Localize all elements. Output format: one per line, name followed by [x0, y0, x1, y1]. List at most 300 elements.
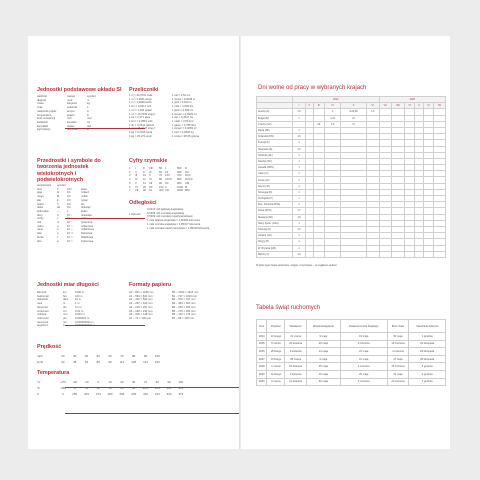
- length-unit-cell: mikrometr: [37, 316, 49, 320]
- speed-cell: 30: [73, 354, 77, 358]
- holiday-days: 1,7: [293, 208, 306, 214]
- prefix-cell: —: [57, 209, 60, 213]
- movable-header: I Niedziela Adwentu: [409, 320, 446, 333]
- paper-format: B1 – 707 × 1000 mm: [172, 294, 198, 298]
- conversion-line: 1 kg = 2,2046 funta: [129, 131, 153, 135]
- roman-cell: 5: [129, 181, 131, 185]
- holiday-days: 1,6: [293, 226, 306, 232]
- roman-cell: I: [135, 167, 136, 170]
- country-name: Niemcy (D): [257, 183, 293, 189]
- movable-cell: 21 kwietnia: [285, 378, 307, 386]
- movable-cell: 4 czerwca: [387, 348, 409, 356]
- speed-cell: 50: [96, 354, 100, 358]
- movable-cell: 2026: [257, 348, 267, 356]
- month-header: V: [341, 103, 366, 109]
- movable-cell: 19 maja: [340, 333, 387, 341]
- prefix-cell: tera: [37, 187, 42, 191]
- holiday-days: 9,20,28: [341, 109, 366, 115]
- conversion-line: 1 m = 1,0936 jarda: [129, 101, 152, 105]
- paper-format: A4 – 210 × 297 mm: [129, 305, 153, 309]
- temperature-cell: 273: [95, 392, 101, 396]
- roman-cell: 600: [177, 170, 182, 174]
- country-name: Kanada (CDN): [257, 165, 293, 171]
- holiday-days: 1: [293, 165, 306, 171]
- year-a-header: 2024: [293, 97, 380, 103]
- movable-cell: 2028: [257, 363, 267, 371]
- country-name: Portugalia (P): [257, 196, 293, 202]
- holiday-days: [434, 251, 446, 257]
- movable-cell: 20 kwietnia: [285, 340, 307, 348]
- si-unit-cell: kelwin: [67, 113, 75, 117]
- length-unit-cell: 100 m: [75, 294, 83, 298]
- roman-title: Cyfry rzymskie: [129, 158, 168, 164]
- movable-holidays-title: Tabela świąt ruchomych: [256, 305, 321, 311]
- movable-cell: 2024: [257, 333, 267, 341]
- roman-cell: 4: [129, 178, 131, 182]
- holiday-days: [415, 251, 423, 257]
- holiday-days: 1,6: [366, 109, 379, 115]
- country-name: Szwecja (S): [257, 226, 293, 232]
- movable-header: Wielkanoc: [285, 320, 307, 333]
- movable-cell: 2025: [257, 340, 267, 348]
- temperature-cell: 310: [143, 392, 148, 396]
- holiday-days: 17: [341, 121, 366, 127]
- conversion-line: 1 litr = 0,2642 galona: [129, 123, 155, 127]
- si-unit-row: [37, 128, 99, 132]
- conversion-line: 1 kg = 35,274 uncji: [129, 134, 152, 138]
- prefix-cell: femto: [37, 235, 44, 239]
- temperature-cell: 283: [107, 392, 113, 396]
- prefix-cell: μ: [57, 224, 59, 228]
- prefix-header-cell: symbol: [57, 184, 66, 187]
- holiday-days: 1: [293, 127, 306, 133]
- length-unit-cell: milimetr: [37, 313, 47, 317]
- roman-cell: 6: [129, 185, 131, 189]
- paper-format: A6 – 105 × 148 mm: [129, 313, 153, 317]
- roman-cell: L: [165, 167, 167, 170]
- prefix-cell: G: [57, 191, 60, 195]
- length-unit-cell: 0,000001 m: [75, 316, 90, 320]
- prefix-cell: 10⁻¹⁵: [67, 235, 74, 239]
- length-unit-cell: dm: [63, 305, 67, 309]
- prefix-cell: h: [57, 202, 59, 206]
- country-name: Litwa (LT): [257, 171, 293, 177]
- length-unit-cell: 0,1 m: [75, 305, 82, 309]
- distances-title: Odległości: [129, 200, 157, 206]
- prefix-cell: m: [57, 221, 60, 225]
- conversion-line: 1 km = 0,6217 mili: [129, 105, 151, 109]
- movable-cell: 15 czerwca: [387, 363, 409, 371]
- country-name: Łotwa (LV): [257, 177, 293, 183]
- length-unit-cell: cm: [63, 309, 67, 313]
- conversion-line: 1 ha = 2,471 akra: [129, 116, 150, 120]
- roman-cell: 900: [177, 181, 182, 185]
- prefix-cell: T: [57, 187, 59, 191]
- conversions-metric-list: [129, 94, 155, 138]
- speed-cell: mph: [37, 354, 43, 358]
- movable-header: Rok: [257, 320, 267, 333]
- prefix-cell: 10⁻⁹: [67, 228, 73, 232]
- movable-cell: 14 maja: [306, 348, 340, 356]
- prefix-cell: 10⁻⁶: [67, 224, 73, 228]
- roman-cell: XII: [149, 181, 153, 185]
- movable-cell: 1 marca: [267, 363, 285, 371]
- roman-cell: X: [149, 174, 151, 178]
- roman-cell: VIII: [149, 167, 154, 170]
- movable-cell: 24 maja: [340, 348, 387, 356]
- holiday-days: 1: [324, 109, 340, 115]
- speed-cell: 80: [132, 354, 136, 358]
- length-unit-cell: 1 m: [75, 302, 80, 306]
- prefix-cell: atto: [37, 239, 42, 243]
- month-header: VI: [366, 103, 379, 109]
- conversions-title: Przeliczniki: [129, 87, 159, 93]
- conversion-line: 1 m³ = 35,3147 stopy³: [129, 127, 156, 131]
- movable-cell: 6 maja: [306, 355, 340, 363]
- length-units-table: [37, 291, 101, 328]
- movable-row: [257, 355, 446, 363]
- prefix-cell: milionowa: [81, 224, 93, 228]
- distance-line: 0,6213 mili lądowej angielskiej: [147, 208, 184, 211]
- holiday-days: 1: [293, 196, 306, 202]
- section-rule: [65, 413, 245, 414]
- roman-numerals-table: [129, 167, 197, 193]
- si-unit-cell: metr: [67, 98, 73, 102]
- prefix-cell: tysiąc: [81, 198, 88, 202]
- roman-cell: 10: [143, 174, 146, 178]
- movable-cell: 10 maja: [306, 370, 340, 378]
- conversion-line: 1 m² = 10,7639 stopy²: [129, 112, 156, 116]
- movable-cell: 3 grudnia: [409, 363, 446, 371]
- conversion-line: 1 stopa² = 0,0929 m²: [172, 112, 197, 116]
- paper-a-series: [129, 291, 154, 321]
- roman-cell: 2: [129, 170, 131, 174]
- paper-format: B7 – 88 × 125 mm: [172, 316, 195, 320]
- temperature-cell: 0: [62, 392, 64, 396]
- roman-cell: C: [165, 185, 167, 189]
- roman-cell: DCCC: [185, 178, 193, 182]
- conversion-line: 1 jard² = 0,836 m²: [172, 108, 194, 112]
- prefix-cell: 10⁻¹⁸: [67, 239, 74, 243]
- temperature-cell: 30: [132, 380, 136, 384]
- holidays-footnote: W tabeli ujęto święta państwowe, religijne i zwyczajowe – za wyjątkiem niedziel.: [256, 265, 338, 267]
- roman-cell: DC: [185, 170, 189, 174]
- roman-cell: LXXX: [165, 178, 172, 182]
- prefix-cell: bilion: [81, 187, 88, 191]
- temperature-cell: 313: [154, 392, 160, 396]
- month-header: VIII: [391, 103, 405, 109]
- si-unit-cell: mol: [87, 117, 92, 121]
- prefix-cell: centy: [37, 217, 44, 221]
- length-unit-cell: metr: [37, 302, 43, 306]
- country-row: [257, 251, 446, 257]
- speed-cell: 20: [61, 354, 65, 358]
- si-unit-cell: kg: [87, 102, 90, 106]
- si-unit-cell: radian: [67, 124, 75, 128]
- conversion-line: 1 uncja = 28,35 grama: [172, 134, 199, 138]
- movable-cell: 20 czerwca: [387, 378, 409, 386]
- movable-row: [257, 333, 446, 341]
- holiday-days: 1,6: [293, 134, 306, 140]
- month-header: IX: [405, 103, 415, 109]
- speed-row: [37, 354, 163, 358]
- conversion-line: 1 stopa³ = 0,0283 m³: [172, 127, 197, 131]
- movable-row: [257, 348, 446, 356]
- si-unit-cell: kąt płaski: [37, 124, 49, 128]
- roman-cell: 500: [177, 167, 182, 170]
- temperature-cell: -10: [84, 380, 89, 384]
- length-units-title: Jednostki miar długości: [37, 282, 99, 288]
- roman-cell: 50: [159, 167, 162, 170]
- si-units-title: Jednostki podstawowe układu SI: [37, 87, 122, 93]
- temperature-cell: 98,6: [142, 386, 149, 390]
- si-unit-cell: cd: [87, 120, 90, 124]
- month-header: XII: [434, 103, 446, 109]
- si-unit-cell: długość: [37, 98, 47, 102]
- conversion-line: 1 m² = 1,196 jarda²: [129, 108, 152, 112]
- temperature-cell: 255: [72, 392, 78, 396]
- holiday-days: 1: [293, 220, 306, 226]
- distance-line: 1 mila lądowa angielska = 1,60934 kilometra: [147, 219, 200, 223]
- holidays-title: Dni wolne od pracy w wybranych krajach: [258, 85, 367, 91]
- prefix-cell: jeden: [81, 209, 88, 213]
- country-name: Węgry (H): [257, 239, 293, 245]
- holiday-days: 21: [341, 115, 366, 121]
- speed-cell: 70: [120, 354, 124, 358]
- si-unit-cell: temperatura: [37, 113, 52, 117]
- si-unit-cell: K: [87, 113, 89, 117]
- prefix-cell: deka: [37, 206, 43, 210]
- si-unit-cell: natężenie prądu: [37, 109, 57, 113]
- roman-cell: 7: [129, 189, 131, 193]
- holiday-days: 1: [293, 140, 306, 146]
- length-unit-cell: dekametr: [37, 298, 49, 302]
- temperature-row: [37, 392, 187, 396]
- length-unit-cell: 10 m: [75, 298, 81, 302]
- prefix-cell: jednostka: [37, 209, 49, 213]
- movable-holidays-table: [256, 319, 446, 386]
- holiday-days: 1: [293, 233, 306, 239]
- prefix-cell: decy: [37, 213, 43, 217]
- country-name: Włochy (I): [257, 251, 293, 257]
- si-unit-cell: kąt bryłowy: [37, 128, 51, 132]
- roman-cell: LX: [165, 170, 169, 174]
- paper-format: A0 – 841 × 1189 mm: [129, 291, 154, 294]
- prefix-cell: 10⁻¹: [67, 213, 73, 217]
- prefix-cell: tysięczna: [81, 221, 93, 225]
- prefix-cell: c: [57, 217, 59, 221]
- temperature-cell: °C: [37, 380, 41, 384]
- conversion-line: 1 m = 39,3701 cala: [129, 94, 152, 97]
- si-unit-cell: kilogram: [67, 102, 78, 106]
- roman-cell: 80: [159, 178, 162, 182]
- speed-cell: 80: [96, 360, 100, 364]
- si-unit-header-cell: nazwa: [67, 95, 75, 98]
- country-name: Czechy (CZ): [257, 121, 293, 127]
- movable-cell: 1 grudnia: [409, 333, 446, 341]
- country-name: Rosja (RUS): [257, 208, 293, 214]
- prefix-cell: milion: [81, 195, 89, 199]
- country-name: Stany Zjedn. (USA): [257, 220, 293, 226]
- prefix-cell: 10⁻³: [67, 221, 73, 225]
- speed-cell: 112: [119, 360, 125, 364]
- distance-line: 0,5396 mili morskiej angielskiej: [147, 211, 185, 215]
- roman-cell: IX: [149, 170, 152, 174]
- holiday-days: [341, 251, 366, 257]
- holiday-days: [405, 251, 415, 257]
- si-unit-cell: amper: [67, 109, 75, 113]
- movable-cell: 2027: [257, 355, 267, 363]
- si-unit-header-cell: wielkość: [37, 95, 48, 98]
- paper-format: B0 – 1000 × 1414 mm: [172, 291, 199, 294]
- movable-cell: 2029: [257, 370, 267, 378]
- roman-cell: 8: [143, 167, 145, 170]
- si-unit-header-cell: symbol: [87, 95, 96, 98]
- prefixes-title: Przedrostki i symbole do tworzenia jednostek wielokrotnych i podwielokrotnych: [37, 158, 101, 184]
- temperature-cell: 303: [131, 392, 137, 396]
- prefix-cell: mili: [37, 221, 42, 225]
- prefix-cell: mikro: [37, 224, 44, 228]
- temperature-cell: 100: [178, 380, 184, 384]
- conversion-line: 1 mila = 1,609 km: [172, 105, 194, 109]
- roman-cell: 100: [159, 185, 164, 189]
- paper-format: A3 – 297 × 420 mm: [129, 302, 153, 306]
- si-unit-cell: steradian: [67, 128, 79, 132]
- movable-cell: 5 marca: [267, 340, 285, 348]
- prefix-cell: hekto: [37, 202, 44, 206]
- prefix-cell: 10²: [67, 202, 71, 206]
- speed-title: Prędkość: [37, 344, 62, 350]
- si-units-table: [37, 95, 99, 132]
- roman-cell: CD: [165, 189, 169, 193]
- paper-format: A7 – 74 × 105 mm: [129, 316, 152, 320]
- holiday-days: [305, 251, 313, 257]
- movable-cell: 29 maja: [306, 340, 340, 348]
- prefix-cell: 10³: [67, 198, 71, 202]
- movable-row: [257, 370, 446, 378]
- roman-cell: DCC: [185, 174, 191, 178]
- length-unit-cell: 0,0000000001 m: [75, 324, 96, 328]
- roman-cell: 90: [159, 181, 162, 185]
- roman-cell: 20: [143, 185, 146, 189]
- roman-cell: 700: [177, 174, 182, 178]
- si-unit-cell: ilość substancji: [37, 117, 56, 121]
- country-name: Słowacja (SK): [257, 214, 293, 220]
- holiday-days: 1: [293, 177, 306, 183]
- temperature-cell: 37: [143, 380, 148, 384]
- movable-cell: 19 czerwca: [387, 340, 409, 348]
- conversion-line: 1 jard = 0,914 m: [172, 101, 192, 105]
- movable-cell: 20 maja: [340, 370, 387, 378]
- length-unit-cell: kilometr: [37, 291, 47, 294]
- prefix-cell: 10⁻²: [67, 217, 73, 221]
- holiday-days: 1,6: [293, 109, 306, 115]
- length-unit-cell: nm: [63, 320, 67, 324]
- holiday-days: 1,6: [293, 146, 306, 152]
- country-name: Belgia (B): [257, 115, 293, 121]
- holiday-days: 1: [293, 152, 306, 158]
- movable-cell: 25 maja: [306, 363, 340, 371]
- paper-format: B5 – 176 × 250 mm: [172, 309, 196, 313]
- month-header: VII: [379, 103, 391, 109]
- length-unit-cell: km: [63, 291, 67, 294]
- si-unit-cell: s: [87, 106, 89, 110]
- movable-cell: 31 maja: [387, 370, 409, 378]
- prefix-cell: trylionowa: [81, 239, 94, 243]
- holiday-days: 1,6: [293, 251, 306, 257]
- temperature-cell: 86: [132, 386, 136, 390]
- roman-cell: XX: [149, 185, 153, 189]
- prefix-cell: miliardowa: [81, 228, 94, 232]
- temperature-cell: 122: [166, 386, 172, 390]
- speed-cell: 100: [154, 354, 160, 358]
- si-unit-cell: sr: [87, 128, 90, 132]
- temperature-cell: -18: [72, 380, 77, 384]
- length-unit-cell: dam: [63, 298, 69, 302]
- si-unit-cell: A: [87, 109, 89, 113]
- prefix-cell: k: [57, 198, 59, 202]
- roman-cell: D: [185, 167, 187, 170]
- temperature-cell: -459: [60, 386, 66, 390]
- country-name: Norwegia (N): [257, 189, 293, 195]
- roman-cell: 800: [177, 178, 182, 182]
- roman-cell: 1000: [177, 185, 183, 189]
- movable-header: Zesłanie Ducha Świętego: [340, 320, 387, 333]
- paper-format: B6 – 125 × 176 mm: [172, 313, 196, 317]
- length-unit-cell: 1000 m: [75, 291, 84, 294]
- holiday-days: 29: [313, 121, 324, 127]
- prefix-cell: 10⁹: [67, 191, 72, 195]
- movable-row: [257, 363, 446, 371]
- movable-cell: 14 lutego: [267, 370, 285, 378]
- temperature-cell: 293: [119, 392, 125, 396]
- movable-cell: 10 lutego: [267, 355, 285, 363]
- roman-cell: V: [135, 181, 137, 185]
- temperature-cell: K: [37, 392, 39, 396]
- month-header: X: [415, 103, 423, 109]
- length-unit-cell: angstrem: [37, 324, 49, 328]
- length-unit-cell: centymetr: [37, 309, 49, 313]
- length-unit-cell: m: [63, 302, 66, 306]
- conversion-line: 1 cal = 2,54 cm: [172, 94, 191, 97]
- movable-row: [257, 378, 446, 386]
- si-unit-cell: kandela: [67, 120, 77, 124]
- movable-cell: 8 czerwca: [340, 340, 387, 348]
- movable-cell: 1 grudnia: [409, 378, 446, 386]
- prefix-cell: bilionowa: [81, 232, 93, 236]
- speed-cell: 60: [108, 354, 112, 358]
- holiday-days: 1: [293, 171, 306, 177]
- temperature-row: [37, 386, 187, 390]
- roman-cell: 12: [143, 181, 146, 185]
- distance-line: 1 mila morska angielska = 1,85317 kilometra: [147, 222, 201, 226]
- temperature-cell: 212: [178, 386, 184, 390]
- holiday-days: 1: [293, 183, 306, 189]
- speed-cell: 160: [154, 360, 160, 364]
- roman-cell: 9: [143, 170, 145, 174]
- temperature-cell: 263: [84, 392, 89, 396]
- movable-header: Wniebowstąpienie: [306, 320, 340, 333]
- si-unit-cell: światłość: [37, 120, 48, 124]
- temperature-cell: 68: [120, 386, 124, 390]
- distances-list: [147, 208, 209, 230]
- holiday-days: [324, 251, 340, 257]
- roman-cell: 2000: [177, 189, 183, 193]
- prefix-cell: mega: [37, 195, 44, 199]
- roman-cell: 400: [159, 189, 164, 193]
- speed-cell: 96: [108, 360, 112, 364]
- holiday-days: 1: [293, 115, 306, 121]
